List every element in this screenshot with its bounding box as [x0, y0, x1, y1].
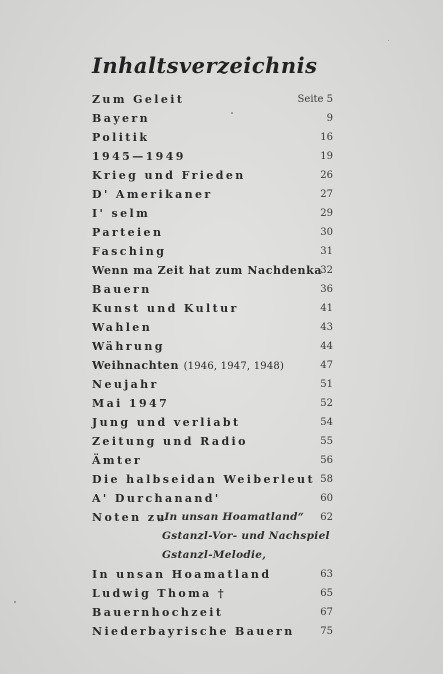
toc-label-years: (1946, 1947, 1948)	[183, 361, 285, 372]
toc-page: 65	[320, 588, 333, 599]
toc-row	[92, 280, 333, 299]
toc-row	[92, 565, 333, 584]
toc-page: Seite 5	[297, 94, 333, 105]
toc-row	[92, 337, 333, 356]
toc-page: 16	[320, 132, 333, 143]
toc-label-main: Weihnachten	[92, 359, 180, 372]
toc-label: Ämter	[92, 454, 143, 467]
toc-row	[92, 546, 333, 565]
toc-label: Neujahr	[92, 378, 159, 391]
toc-label: Fasching	[92, 245, 167, 258]
toc-page: 67	[320, 607, 333, 618]
toc-label: Parteien	[92, 226, 164, 239]
toc-row	[92, 223, 333, 242]
toc-page: 31	[320, 246, 333, 257]
toc-page: 9	[326, 113, 333, 124]
toc-label: I' selm	[92, 207, 151, 220]
toc-row	[92, 242, 333, 261]
toc-label: In unsan Hoamatland	[92, 568, 272, 581]
toc-row	[92, 413, 333, 432]
toc-label: Zeitung und Radio	[92, 435, 248, 448]
toc-label: Politik	[92, 131, 150, 144]
toc-label: Die halbseidan Weiberleut	[92, 473, 315, 486]
toc-row	[92, 109, 333, 128]
toc-row	[92, 584, 333, 603]
toc-row	[92, 128, 333, 147]
toc-page: 58	[320, 474, 333, 485]
toc-page: 29	[320, 208, 333, 219]
toc-row	[92, 394, 333, 413]
toc-row	[92, 185, 333, 204]
toc-sub-label: „In unsan Hoamatland“	[158, 511, 305, 523]
toc-label: Niederbayrische Bauern	[92, 625, 295, 638]
toc-page: 56	[320, 455, 333, 466]
toc-row	[92, 356, 333, 375]
toc-row	[92, 147, 333, 166]
toc-row	[92, 299, 333, 318]
toc-page: 30	[320, 227, 333, 238]
toc-row	[92, 489, 333, 508]
toc-page: 47	[320, 360, 333, 371]
toc-row	[92, 432, 333, 451]
toc-label: 1945—1949	[92, 150, 186, 163]
table-of-contents	[92, 90, 333, 641]
toc-page: 52	[320, 398, 333, 409]
toc-row	[92, 204, 333, 223]
toc-page: 60	[320, 493, 333, 504]
toc-page: 44	[320, 341, 333, 352]
toc-row	[92, 622, 333, 641]
toc-row	[92, 261, 333, 280]
toc-row	[92, 166, 333, 185]
toc-label	[92, 356, 284, 376]
toc-label: Mai 1947	[92, 397, 170, 410]
toc-label: Jung und verliabt	[92, 416, 241, 429]
page-title: Inhaltsverzeichnis	[92, 53, 318, 78]
toc-row	[92, 451, 333, 470]
toc-label: Noten zu	[92, 511, 167, 524]
toc-sub-label: Gstanzl-Melodie,	[162, 549, 267, 561]
toc-label: Kunst und Kultur	[92, 302, 239, 315]
toc-label: Bayern	[92, 112, 151, 125]
toc-page: 27	[320, 189, 333, 200]
toc-page: 75	[320, 626, 333, 637]
toc-sub-label: Gstanzl-Vor- und Nachspiel	[162, 530, 330, 542]
toc-page: 41	[320, 303, 333, 314]
toc-page: 19	[320, 151, 333, 162]
toc-label: Zum Geleit	[92, 93, 185, 106]
toc-label: Bauernhochzeit	[92, 606, 224, 619]
toc-page: 63	[320, 569, 333, 580]
toc-row	[92, 318, 333, 337]
toc-page: 62	[320, 512, 333, 523]
toc-row	[92, 527, 333, 546]
toc-row	[92, 470, 333, 489]
paper-speck	[388, 40, 389, 41]
toc-label: Währung	[92, 340, 165, 353]
toc-label: D' Amerikaner	[92, 188, 213, 201]
toc-row	[92, 90, 333, 109]
toc-page: 36	[320, 284, 333, 295]
toc-page: 55	[320, 436, 333, 447]
toc-label: Krieg und Frieden	[92, 169, 246, 182]
toc-label: Wahlen	[92, 321, 153, 334]
toc-label: Ludwig Thoma †	[92, 587, 227, 600]
toc-page: 54	[320, 417, 333, 428]
toc-label: Wenn ma Zeit hat zum Nachdenka	[92, 264, 323, 277]
paper-speck	[14, 601, 16, 603]
toc-label: Bauern	[92, 283, 152, 296]
toc-row	[92, 375, 333, 394]
paper-speck	[231, 112, 233, 114]
toc-row	[92, 508, 333, 527]
toc-page: 51	[320, 379, 333, 390]
toc-page: 43	[320, 322, 333, 333]
toc-label: A' Durchanand'	[92, 492, 221, 505]
toc-page: 32	[320, 265, 333, 276]
toc-page: 26	[320, 170, 333, 181]
toc-row	[92, 603, 333, 622]
